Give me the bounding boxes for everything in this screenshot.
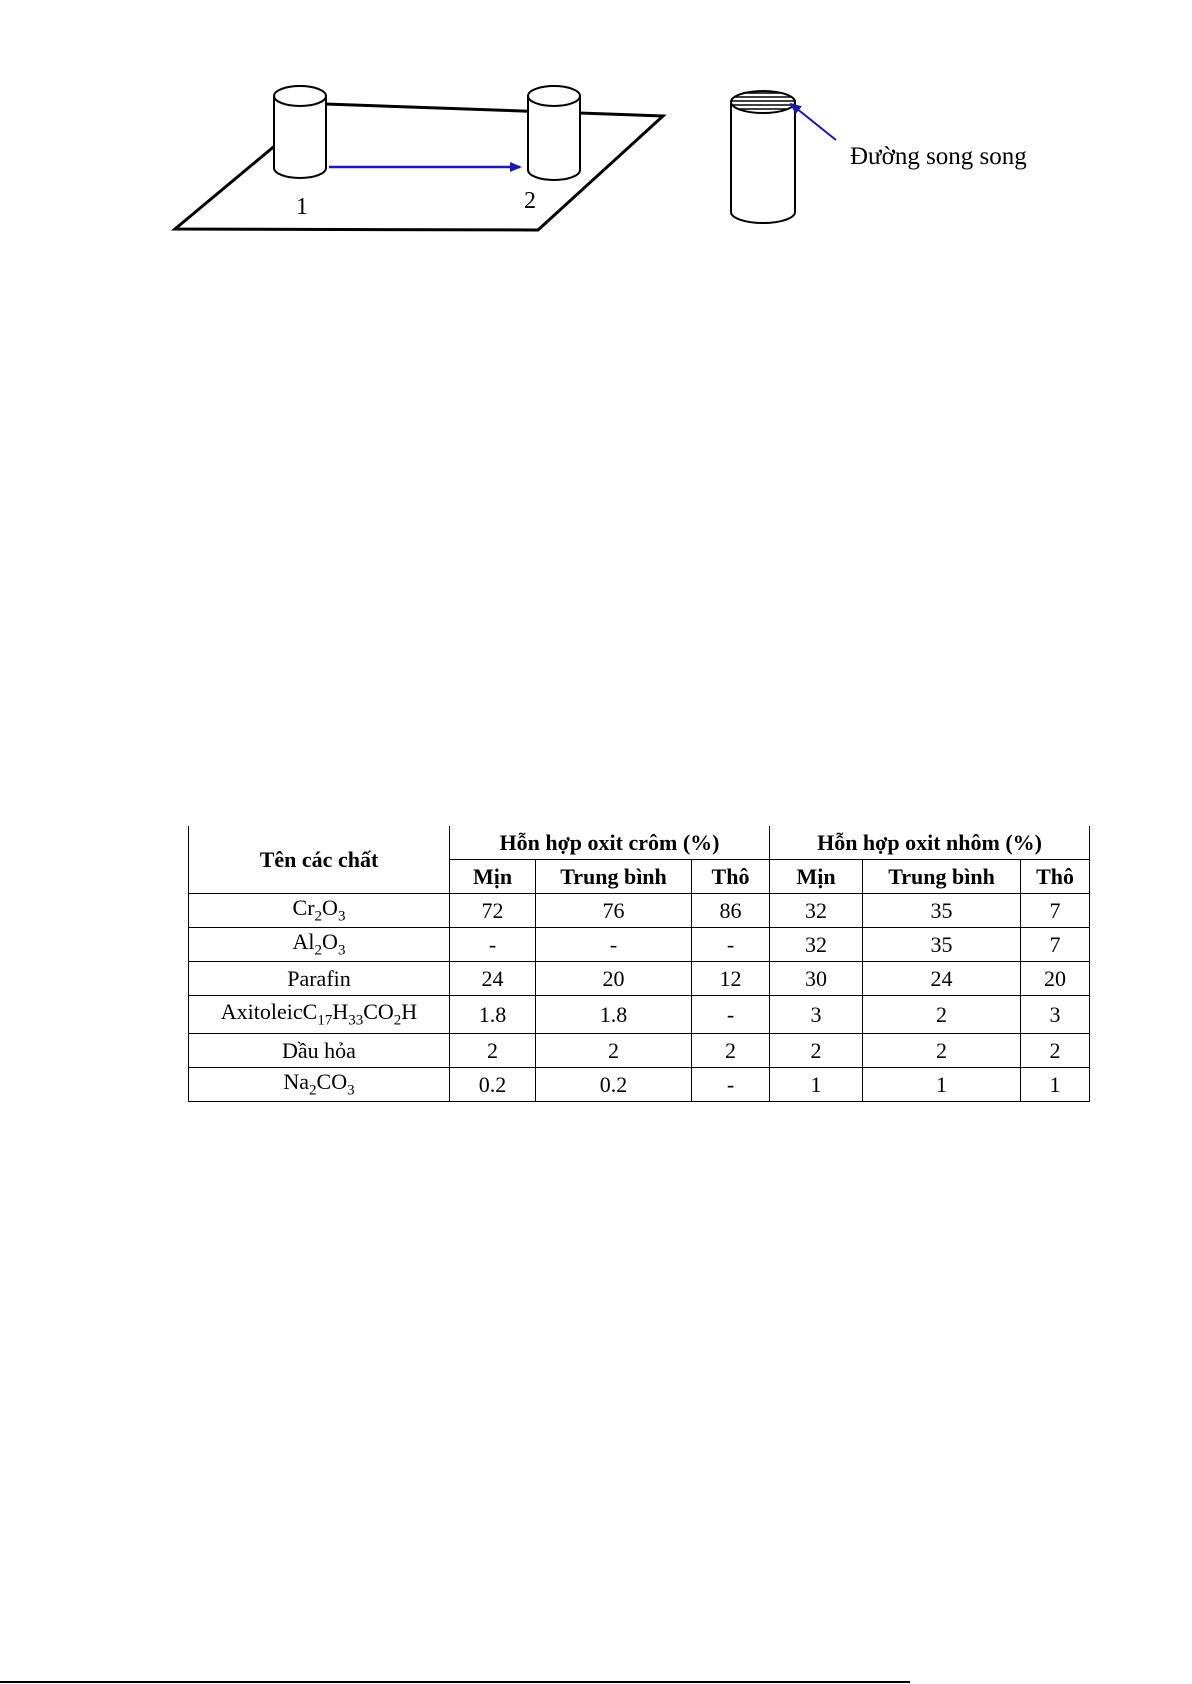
value-cell: - [536, 928, 692, 962]
formula-text: Cr [292, 895, 315, 921]
table-row [189, 962, 1090, 996]
value-cell: 30 [770, 962, 863, 996]
value-cell: 24 [863, 962, 1021, 996]
value-cell: 1.8 [450, 996, 536, 1034]
substance-name-header: Tên các chất [189, 826, 450, 894]
formula-subscript: 3 [337, 942, 346, 959]
substance-name-cell [189, 1034, 450, 1068]
table-row [189, 996, 1090, 1034]
formula-subscript: 33 [348, 1012, 364, 1029]
value-cell: 7 [1021, 894, 1090, 928]
value-cell: 1 [1021, 1068, 1090, 1102]
composition-table [188, 826, 1090, 1102]
value-cell: - [450, 928, 536, 962]
formula-text: O [322, 895, 338, 921]
value-cell: 32 [770, 894, 863, 928]
formula-text: O [322, 929, 338, 955]
cylinder-2 [528, 86, 580, 180]
value-cell: - [692, 1068, 770, 1102]
cylinder-1 [274, 86, 326, 178]
table-row [189, 894, 1090, 928]
formula-text: H [332, 999, 349, 1025]
substance-name-cell [189, 962, 450, 996]
value-cell: 76 [536, 894, 692, 928]
value-cell: - [692, 928, 770, 962]
formula-text: CO [316, 1069, 348, 1095]
formula-subscript: 2 [393, 1012, 402, 1029]
formula-text: Na [283, 1069, 310, 1095]
formula-subscript: 3 [347, 1082, 355, 1099]
value-cell: - [692, 996, 770, 1034]
value-cell: 2 [770, 1034, 863, 1068]
cylinder-parallel-lines [725, 91, 801, 223]
value-cell: 1.8 [536, 996, 692, 1034]
value-cell: 32 [770, 928, 863, 962]
formula-subscript: 2 [314, 942, 323, 959]
table-body [189, 894, 1090, 1102]
value-cell: 20 [536, 962, 692, 996]
formula-text: AxitoleicC [220, 999, 318, 1025]
value-cell: 35 [863, 894, 1021, 928]
callout-arrow [791, 104, 836, 140]
value-cell: 3 [770, 996, 863, 1034]
value-cell: 0.2 [536, 1068, 692, 1102]
value-cell: 20 [1021, 962, 1090, 996]
value-cell: 35 [863, 928, 1021, 962]
value-cell: 12 [692, 962, 770, 996]
formula-subscript: 3 [337, 908, 346, 925]
sub-header: Trung bình [863, 860, 1021, 894]
value-cell: 2 [863, 996, 1021, 1034]
table-row [189, 928, 1090, 962]
value-cell: 0.2 [450, 1068, 536, 1102]
aluminium-oxide-mix-header: Hỗn hợp oxit nhôm (%) [770, 826, 1090, 860]
formula-text: Parafin [287, 965, 351, 991]
chromium-oxide-mix-header: Hỗn hợp oxit crôm (%) [450, 826, 770, 860]
sub-header: Mịn [770, 860, 863, 894]
value-cell: 2 [450, 1034, 536, 1068]
value-cell: 86 [692, 894, 770, 928]
value-cell: 72 [450, 894, 536, 928]
formula-text: Al [292, 929, 315, 955]
value-cell: 2 [536, 1034, 692, 1068]
table-row [189, 1068, 1090, 1102]
formula-subscript: 17 [317, 1012, 333, 1029]
substance-name-cell [189, 928, 450, 962]
value-cell: 1 [863, 1068, 1021, 1102]
footer-rule [0, 1681, 910, 1683]
formula-subscript: 2 [309, 1082, 317, 1099]
formula-text: CO [363, 999, 394, 1025]
formula-text: Dầu hỏa [282, 1037, 356, 1063]
sub-header: Thô [1021, 860, 1090, 894]
value-cell: 7 [1021, 928, 1090, 962]
cylinder-2-label: 2 [524, 188, 536, 214]
value-cell: 2 [692, 1034, 770, 1068]
experiment-figure [0, 0, 1192, 300]
formula-text: H [401, 999, 418, 1025]
value-cell: 3 [1021, 996, 1090, 1034]
value-cell: 2 [863, 1034, 1021, 1068]
table-row [189, 1034, 1090, 1068]
formula-subscript: 2 [314, 908, 323, 925]
value-cell: 2 [1021, 1034, 1090, 1068]
sub-header: Thô [692, 860, 770, 894]
callout-label: Đường song song [850, 143, 1027, 170]
substance-name-cell [189, 1068, 450, 1102]
sub-header: Trung bình [536, 860, 692, 894]
substance-name-cell [189, 894, 450, 928]
value-cell: 24 [450, 962, 536, 996]
value-cell: 1 [770, 1068, 863, 1102]
sub-header: Mịn [450, 860, 536, 894]
cylinder-1-label: 1 [296, 194, 308, 220]
substance-name-cell [189, 996, 450, 1034]
